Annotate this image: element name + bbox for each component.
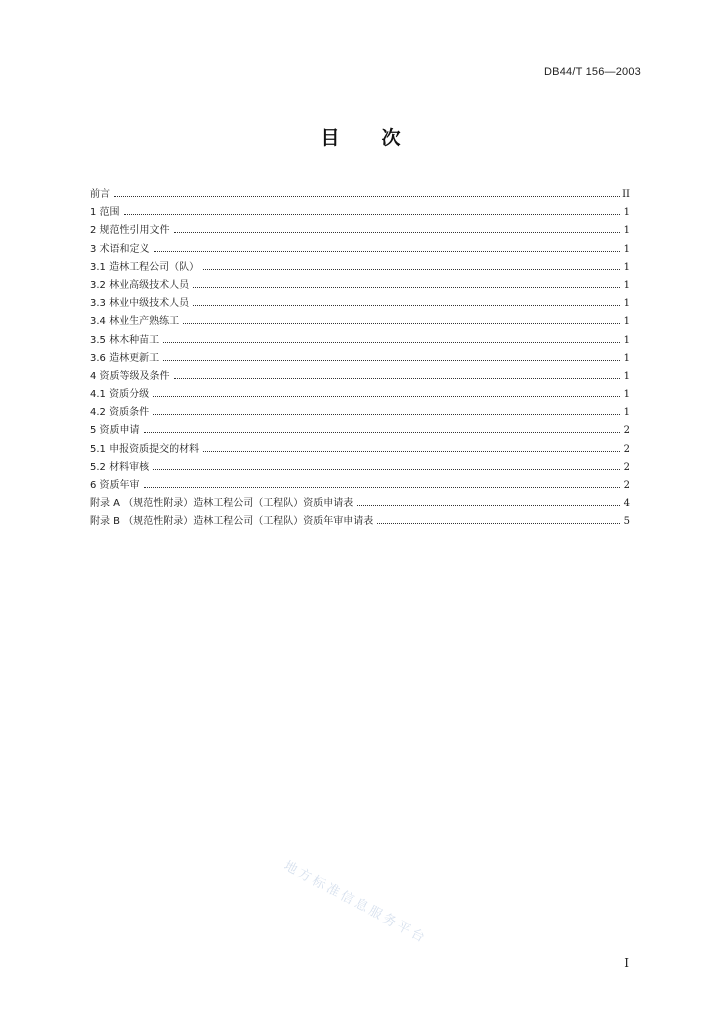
toc-entry-page: 5 [623, 516, 630, 528]
watermark: 地方标准信息服务平台 [281, 858, 430, 947]
toc-entry-label: 5 资质申请 [90, 425, 140, 437]
toc-entry[interactable] [90, 331, 630, 349]
toc-entry-label: 4.2 资质条件 [90, 407, 150, 419]
toc-entry[interactable] [90, 421, 630, 439]
toc-entry-label: 3.3 林业中级技术人员 [90, 298, 190, 310]
title-char-2: 次 [381, 127, 401, 149]
toc-entry[interactable] [90, 440, 630, 458]
toc-entry[interactable] [90, 221, 630, 239]
toc-entry-page: 1 [623, 279, 630, 291]
table-of-contents [90, 185, 630, 531]
toc-leader-dots [174, 378, 620, 379]
toc-leader-dots [193, 305, 620, 306]
toc-entry[interactable] [90, 494, 630, 512]
toc-entry[interactable] [90, 403, 630, 421]
toc-entry-label: 3.1 造林工程公司（队） [90, 261, 200, 273]
toc-entry[interactable] [90, 240, 630, 258]
toc-leader-dots [357, 505, 620, 506]
toc-entry-page: 1 [623, 207, 630, 219]
toc-leader-dots [163, 360, 620, 361]
toc-entry[interactable] [90, 476, 630, 494]
toc-entry[interactable] [90, 258, 630, 276]
toc-entry-page: 4 [623, 498, 630, 510]
toc-leader-dots [124, 214, 620, 215]
toc-leader-dots [193, 287, 620, 288]
toc-entry[interactable] [90, 276, 630, 294]
toc-leader-dots [114, 196, 620, 197]
toc-entry-label: 附录 B （规范性附录）造林工程公司（工程队）资质年审申请表 [90, 516, 374, 528]
toc-leader-dots [203, 269, 620, 270]
toc-leader-dots [377, 523, 620, 524]
toc-entry[interactable] [90, 367, 630, 385]
toc-entry-label: 3.5 林木种苗工 [90, 334, 160, 346]
toc-entry-page: 1 [623, 243, 630, 255]
toc-entry[interactable] [90, 512, 630, 530]
toc-entry-page: 1 [623, 370, 630, 382]
toc-entry-label: 3.4 林业生产熟练工 [90, 316, 180, 328]
toc-entry[interactable] [90, 349, 630, 367]
toc-entry-page: 1 [623, 334, 630, 346]
toc-entry-label: 3.2 林业高级技术人员 [90, 279, 190, 291]
toc-entry-label: 前言 [90, 189, 110, 200]
toc-leader-dots [153, 469, 620, 470]
toc-entry[interactable] [90, 203, 630, 221]
toc-leader-dots [183, 323, 620, 324]
toc-entry-page: 1 [623, 352, 630, 364]
page-number: I [624, 956, 629, 970]
toc-leader-dots [163, 342, 620, 343]
toc-entry[interactable] [90, 312, 630, 330]
title-char-1: 目 [320, 127, 340, 149]
toc-entry[interactable] [90, 385, 630, 403]
toc-leader-dots [153, 414, 620, 415]
toc-entry-page: 1 [623, 407, 630, 419]
toc-leader-dots [144, 487, 620, 488]
toc-entry[interactable] [90, 294, 630, 312]
toc-leader-dots [144, 432, 620, 433]
toc-entry-label: 3 术语和定义 [90, 243, 150, 255]
toc-entry-label: 6 资质年审 [90, 480, 140, 491]
document-code: DB44/T 156—2003 [544, 66, 641, 78]
toc-entry-label: 1 范围 [90, 207, 120, 219]
toc-entry-page: II [622, 189, 630, 200]
toc-entry-page: 2 [623, 480, 630, 491]
toc-entry-page: 1 [623, 225, 630, 237]
toc-entry-label: 4 资质等级及条件 [90, 370, 170, 382]
toc-entry[interactable] [90, 458, 630, 476]
toc-entry-label: 附录 A （规范性附录）造林工程公司（工程队）资质申请表 [90, 498, 354, 510]
toc-entry[interactable] [90, 185, 630, 203]
toc-leader-dots [174, 232, 620, 233]
toc-leader-dots [203, 451, 620, 452]
toc-entry-page: 1 [623, 389, 630, 401]
toc-entry-label: 5.1 申报资质提交的材料 [90, 443, 200, 455]
toc-leader-dots [154, 251, 620, 252]
toc-entry-label: 2 规范性引用文件 [90, 225, 170, 237]
toc-entry-page: 1 [623, 298, 630, 310]
toc-entry-page: 2 [623, 443, 630, 455]
toc-entry-label: 3.6 造林更新工 [90, 352, 160, 364]
toc-entry-label: 4.1 资质分级 [90, 389, 150, 401]
toc-leader-dots [153, 396, 620, 397]
toc-entry-page: 2 [623, 425, 630, 437]
toc-entry-page: 1 [623, 261, 630, 273]
page-title [0, 123, 721, 150]
toc-entry-page: 1 [623, 316, 630, 328]
toc-entry-page: 2 [623, 461, 630, 473]
toc-entry-label: 5.2 材料审核 [90, 461, 150, 473]
